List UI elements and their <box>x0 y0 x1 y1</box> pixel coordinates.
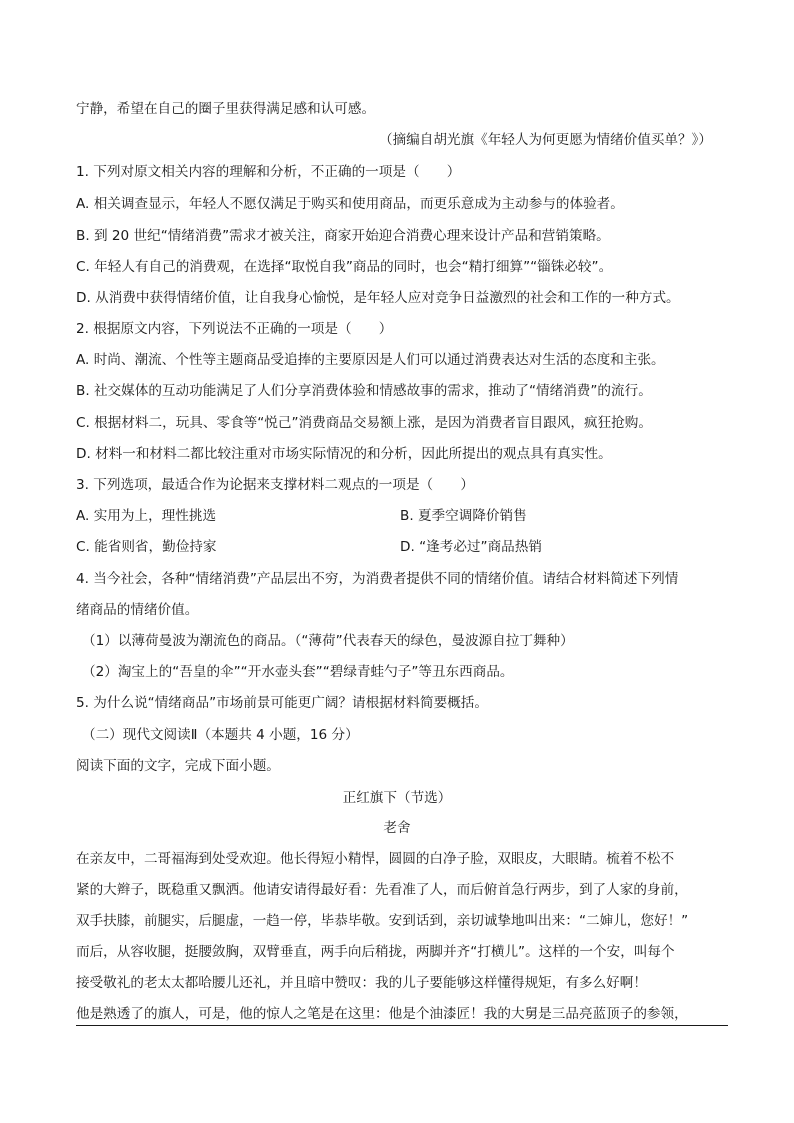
intro-tail: 宁静，希望在自己的圈子里获得满足感和认可感。 <box>76 101 376 117</box>
section-2-heading: （二）现代文阅读Ⅱ（本题共 4 小题，16 分） <box>82 727 359 743</box>
question-3-option-d: D. “逢考必过”商品热销 <box>400 539 542 555</box>
question-1-option-c: C. 年轻人有自己的消费观，在选择“取悦自我”商品的同时，也会“精打细算”“锱铢必较”。 <box>76 259 613 275</box>
source-citation: （摘编自胡光旗《年轻人为何更愿为情绪价值买单？》） <box>378 132 712 148</box>
question-4-stem-line-1: 4. 当今社会，各种“情绪消费”产品层出不穷，为消费者提供不同的情绪价值。请结合材料简述下列情 <box>76 571 679 587</box>
passage-title: 正红旗下（节选） <box>342 790 452 806</box>
question-2-stem: 2. 根据原文内容，下列说法不正确的一项是（ ） <box>76 321 393 337</box>
question-3-stem: 3. 下列选项，最适合作为论据来支撑材料二观点的一项是（ ） <box>76 477 474 493</box>
question-5-stem: 5. 为什么说“情绪商品”市场前景可能更广阔？请根据材料简要概括。 <box>76 695 488 711</box>
question-1-option-a: A. 相关调查显示，年轻人不愿仅满足于购买和使用商品，而更乐意成为主动参与的体验者。 <box>76 196 624 212</box>
question-2-option-c: C. 根据材料二，玩具、零食等“悦己”消费商品交易额上涨，是因为消费者盲目跟风，疯狂抢购。 <box>76 415 652 431</box>
question-2-option-a: A. 时尚、潮流、个性等主题商品受追捧的主要原因是人们可以通过消费表达对生活的态度和主张。 <box>76 352 665 368</box>
question-4-item-1: （1）以薄荷曼波为潮流色的商品。（“薄荷”代表春天的绿色，曼波源自拉丁舞种） <box>82 633 574 649</box>
question-3-option-c: C. 能省则省，勤俭持家 <box>76 539 217 555</box>
question-2-option-b: B. 社交媒体的互动功能满足了人们分享消费体验和情感故事的需求，推动了“情绪消费”的流行。 <box>76 383 652 399</box>
question-4-item-2: （2）淘宝上的“吾皇的伞”“开水壶头套”“碧绿青蛙勺子”等丑东西商品。 <box>82 664 514 680</box>
passage-line: 紧的大辫子，既稳重又飘洒。他请安请得最好看：先看准了人，而后俯首急行两步，到了人家的身前， <box>76 882 688 898</box>
question-1-option-d: D. 从消费中获得情绪价值，让自我身心愉悦，是年轻人应对竞争日益激烈的社会和工作的一种方式。 <box>76 290 680 306</box>
question-2-option-d: D. 材料一和材料二都比较注重对市场实际情况的和分析，因此所提出的观点具有真实性。 <box>76 446 612 462</box>
question-3-option-b: B. 夏季空调降价销售 <box>400 508 527 524</box>
passage-line: 而后，从容收腿，挺腰敛胸，双臂垂直，两手向后稍拢，两脚并齐“打横儿”。这样的一个安，叫每个 <box>76 944 675 960</box>
reading-instruction: 阅读下面的文字，完成下面小题。 <box>76 758 280 774</box>
question-4-stem-line-2: 绪商品的情绪价值。 <box>76 602 199 618</box>
passage-author: 老舍 <box>383 820 411 836</box>
question-3-option-a: A. 实用为上，理性挑选 <box>76 508 217 524</box>
passage-line: 双手扶膝，前腿实，后腿虚，一趋一停，毕恭毕敬。安到话到，亲切诚挚地叫出来：“二婶儿，您好！” <box>76 913 689 929</box>
passage-line: 接受敬礼的老太太都哈腰儿还礼，并且暗中赞叹：我的儿子要能够这样懂得规矩，有多么好啊！ <box>76 975 647 991</box>
passage-underlined-line: 他是熟透了的旗人，可是，他的惊人之笔是在这里：他是个油漆匠！我的大舅是三品亮蓝顶子的参领， <box>76 1004 728 1026</box>
question-1-option-b: B. 到 20 世纪“情绪消费”需求才被关注，商家开始迎合消费心理来设计产品和营销策略。 <box>76 228 610 244</box>
passage-line: 在亲友中，二哥福海到处受欢迎。他长得短小精悍，圆圆的白净子脸，双眼皮，大眼睛。梳着不松不 <box>76 851 675 867</box>
question-1-stem: 1. 下列对原文相关内容的理解和分析，不正确的一项是（ ） <box>76 164 461 180</box>
